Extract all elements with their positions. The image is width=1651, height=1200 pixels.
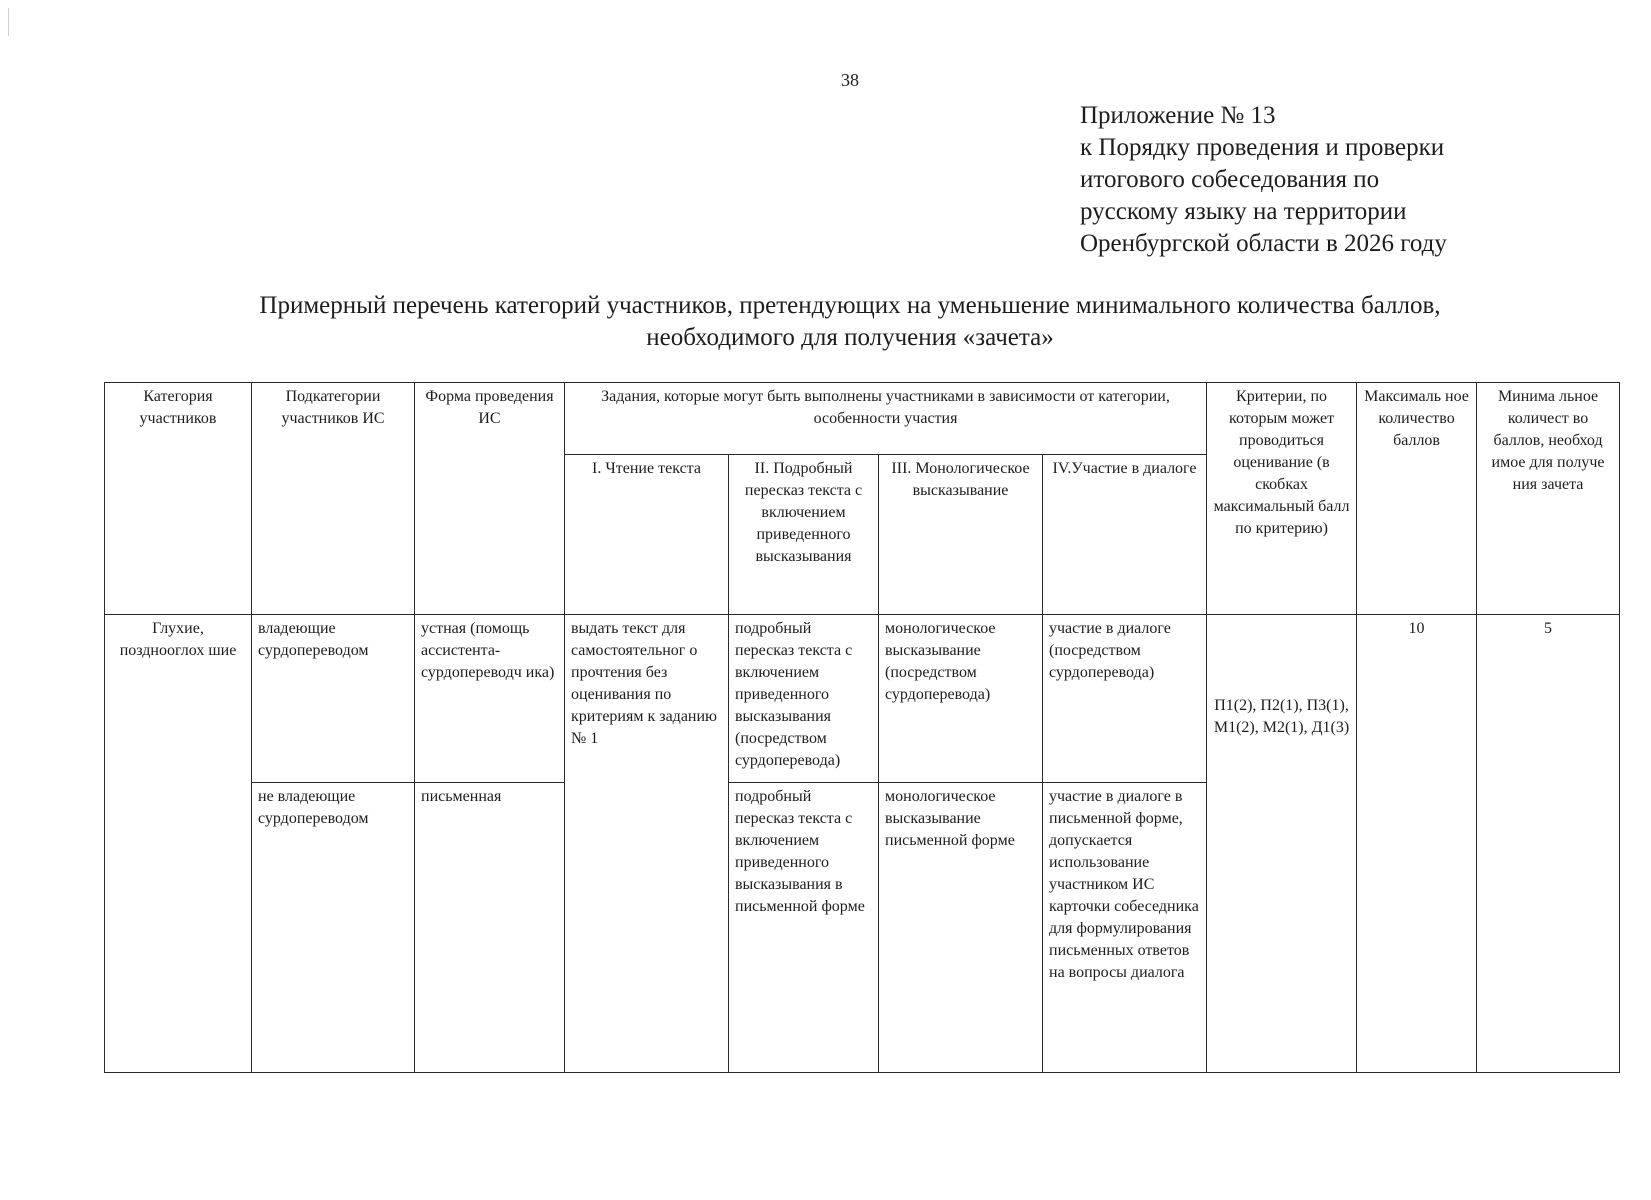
- header-task-2: II. Подробный пересказ текста с включением приведенного высказывания: [729, 455, 879, 615]
- cell-category: Глухие, позднооглох шие: [105, 615, 252, 1073]
- appendix-line: русскому языку на территории: [1080, 198, 1407, 225]
- cell-task-1: выдать текст для самостоятельног о прочтения без оценивания по критериям к заданию № 1: [565, 615, 729, 1073]
- cell-criteria: П1(2), П2(1), П3(1), М1(2), М2(1), Д1(3): [1207, 615, 1357, 1073]
- table-row: [105, 615, 1620, 783]
- cell-task-4: участие в диалоге в письменной форме, допускается использование участником ИС карточки собеседника для формулирования письменных ответов на вопросы диалога: [1043, 783, 1207, 1073]
- header-criteria: Критерии, по которым может проводиться оценивание (в скобках максимальный балл по критерию): [1207, 383, 1357, 615]
- header-min-score: Минима льное количест во баллов, необход имое для получе ния зачета: [1477, 383, 1620, 615]
- header-subcategory: Подкатегории участников ИС: [252, 383, 415, 615]
- cell-subcategory: не владеющие сурдопереводом: [252, 783, 415, 1073]
- header-form: Форма проведения ИС: [415, 383, 565, 615]
- title-line: Примерный перечень категорий участников, претендующих на уменьшение минимального количества баллов,: [259, 292, 1441, 319]
- participant-categories-table: [104, 382, 1620, 1073]
- cell-task-2: подробный пересказ текста с включением приведенного высказывания (посредством сурдоперевода): [729, 615, 879, 783]
- cell-form: письменная: [415, 783, 565, 1073]
- table-header-row: [105, 383, 1620, 455]
- header-tasks: Задания, которые могут быть выполнены участниками в зависимости от категории, особенности участия: [565, 383, 1207, 455]
- scan-margin-mark: [8, 8, 9, 36]
- cell-min-score: 5: [1477, 615, 1620, 1073]
- header-task-1: I. Чтение текста: [565, 455, 729, 615]
- cell-task-3: монологическое высказывание (посредством сурдоперевода): [879, 615, 1043, 783]
- header-max-score: Максималь ное количество баллов: [1357, 383, 1477, 615]
- appendix-line: Приложение № 13: [1080, 102, 1276, 129]
- cell-form: устная (помощь ассистента- сурдопереводч ика): [415, 615, 565, 783]
- appendix-header: [1080, 100, 1600, 260]
- header-task-3: III. Монологическое высказывание: [879, 455, 1043, 615]
- page-number: 38: [841, 70, 859, 90]
- header-category: Категория участников: [105, 383, 252, 615]
- cell-task-2: подробный пересказ текста с включением приведенного высказывания в письменной форме: [729, 783, 879, 1073]
- cell-subcategory: владеющие сурдопереводом: [252, 615, 415, 783]
- document-title: [90, 290, 1610, 354]
- appendix-line: Оренбургской области в 2026 году: [1080, 230, 1447, 257]
- appendix-line: итогового собеседования по: [1080, 166, 1380, 193]
- cell-task-4: участие в диалоге (посредством сурдоперевода): [1043, 615, 1207, 783]
- appendix-line: к Порядку проведения и проверки: [1080, 134, 1445, 161]
- cell-max-score: 10: [1357, 615, 1477, 1073]
- header-task-4: IV.Участие в диалоге: [1043, 455, 1207, 615]
- cell-task-3: монологическое высказывание письменной форме: [879, 783, 1043, 1073]
- title-line: необходимого для получения «зачета»: [646, 324, 1054, 351]
